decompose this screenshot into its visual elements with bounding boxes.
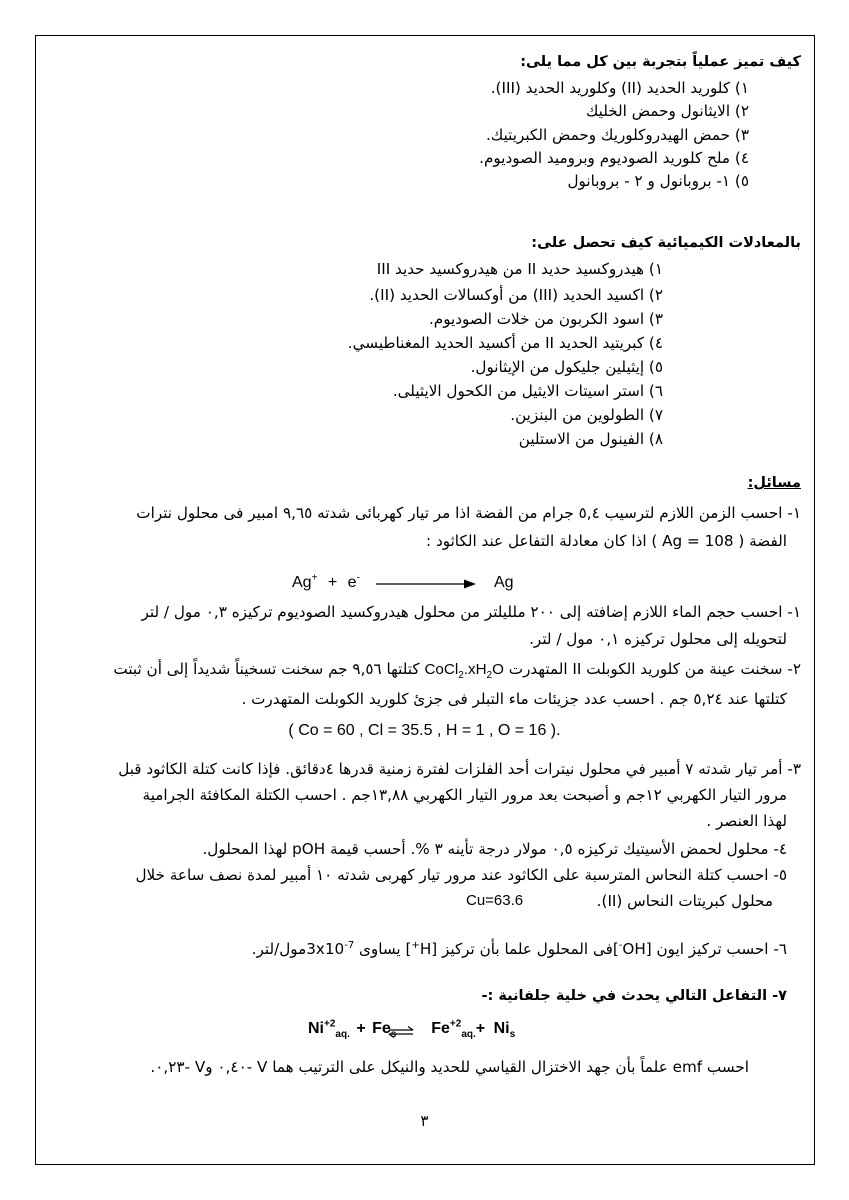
section2-item: ٣) اسود الكربون من خلات الصوديوم.	[428, 310, 663, 328]
section3-heading: مسائل:	[747, 475, 801, 491]
problem-4-line1: ٣- أمر تيار شدته ٧ أمبير في محلول نيترات أحد الفلزات لفترة زمنية قدرها ٤دقائق. فإذا كانت كتلة الكاثود قبل	[118, 760, 801, 778]
section1-item: ٣) حمض الهيدروكلوريك وحمض الكبريتيك.	[485, 126, 749, 144]
problem-4-line2: مرور التيار الكهربي ١٢جم و أصبحت بعد مرور التيار الكهربي ١٣,٨٨جم . احسب الكتلة المكافئة الجرامية	[142, 786, 787, 804]
page-number: ٣	[420, 1112, 429, 1130]
problem-3-line2: كتلتها عند ٥,٢٤ جم . احسب عدد جزيئات ماء التبلر فى جزئ كلوريد الكوبلت المتهدرت .	[241, 690, 787, 708]
section1-heading: كيف تميز عملياً بتجربة بين كل مما يلى:	[520, 54, 801, 70]
section2-item: ٨) الفينول من الاستلين	[518, 430, 663, 448]
cobalt-chloride-formula: $CoCl_2.xH_2O$	[424, 661, 504, 682]
problem-2-line2: لتحويله إلى محلول تركيزه ٠,١ مول / لتر.	[529, 630, 787, 648]
section1-item: ٥) ١- بروبانول و ٢ - بروبانول	[567, 172, 749, 190]
section1-item: ٤) ملح كلوريد الصوديوم وبروميد الصوديوم.	[479, 149, 749, 167]
section2-item: ٧) الطولوين من البنزين.	[510, 406, 663, 424]
problem-5-line1: ٤- محلول لحمض الأسيتيك تركيزه ٠,٥ مولار درجة تأينه ٣ %. أحسب قيمة pOH لهذا المحلول.	[202, 840, 787, 858]
section2-item: ٤) كبريتيد الحديد II من أكسيد الحديد المغناطيسي.	[347, 334, 663, 352]
problem-1-line1: ١- احسب الزمن اللازم لترسيب ٥,٤ جرام من الفضة اذا مر تيار كهربائى شدته ٩,٦٥ امبير فى محلول نترات	[136, 504, 801, 522]
problem-6-line2: محلول كبريتات النحاس (II).	[596, 892, 773, 910]
section2-item: ٦) استر اسيتات الايثيل من الكحول الايثيلى.	[392, 382, 663, 400]
section2-item: ١) هيدروكسيد حديد II من هيدروكسيد حديد III	[376, 260, 663, 278]
problem-2-line1: ١- احسب حجم الماء اللازم إضافته إلى ٢٠٠ ملليلتر من محلول هيدروكسيد الصوديوم تركيزه ٠,٣ مول / لتر	[141, 603, 801, 621]
problem-6-line1: ٥- احسب كتلة النحاس المترسبة على الكاثود عند مرور تيار كهربى شدته ١٠ أمبير لمدة نصف ساعة خلال	[135, 866, 787, 884]
problem-8-question: احسب emf علماً بأن جهد الاختزال القياسي للحديد والنيكل على الترتيب هما V -٠,٤٠ وV -٠,٢٣.	[150, 1058, 749, 1076]
problem-1-line2: الفضة ( Ag = 108 ) اذا كان معادلة التفاعل عند الكاثود :	[426, 532, 787, 550]
section2-item: ٢) اكسيد الحديد (III) من أوكسالات الحديد (II).	[369, 286, 663, 304]
eq1-product: Ag	[494, 574, 514, 591]
equilibrium-arrow-icon	[388, 1026, 414, 1038]
equation-galvanic: $Ni^{+2}_{aq.} + Fe_s$ $Fe^{+2}_{aq.}+ Ni_s$	[308, 1018, 516, 1041]
atomic-masses: ( Co = 60 , Cl = 35.5 , H = 1 , O = 16 ).	[288, 722, 561, 739]
problem-7-line1: ٦- احسب تركيز ايون [OH-]فى المحلول علما بأن تركيز [H+] يساوى $3x10^{-7}مول$/لتر.	[251, 939, 787, 958]
eq1-electron: e	[347, 574, 357, 591]
problem-4-line3: لهذا العنصر .	[706, 812, 787, 830]
problem-8-heading: ٧- التفاعل التالي يحدث في خلية جلفانية :-	[481, 988, 787, 1004]
section2-item: ٥) إيثيلين جليكول من الإيثانول.	[470, 358, 663, 376]
problem-3-line1: ٢- سخنت عينة من كلوريد الكوبلت II المتهدرت $CoCl_2.xH_2O$ كتلتها ٩,٥٦ جم سخنت تسخيناً شديداً إلى أن ثبتت	[113, 660, 801, 682]
eq1-ag: Ag	[292, 574, 312, 591]
reaction-arrow-icon	[376, 577, 476, 591]
equation-silver: Ag+ + e-	[292, 572, 360, 591]
section2-heading: بالمعادلات الكيميائية كيف تحصل على:	[531, 235, 801, 251]
copper-mass: Cu=63.6	[466, 892, 524, 909]
section1-item: ٢) الايثانول وحمض الخليك	[585, 102, 749, 120]
section1-item: ١) كلوريد الحديد (II) وكلوريد الحديد (III).	[490, 79, 749, 97]
